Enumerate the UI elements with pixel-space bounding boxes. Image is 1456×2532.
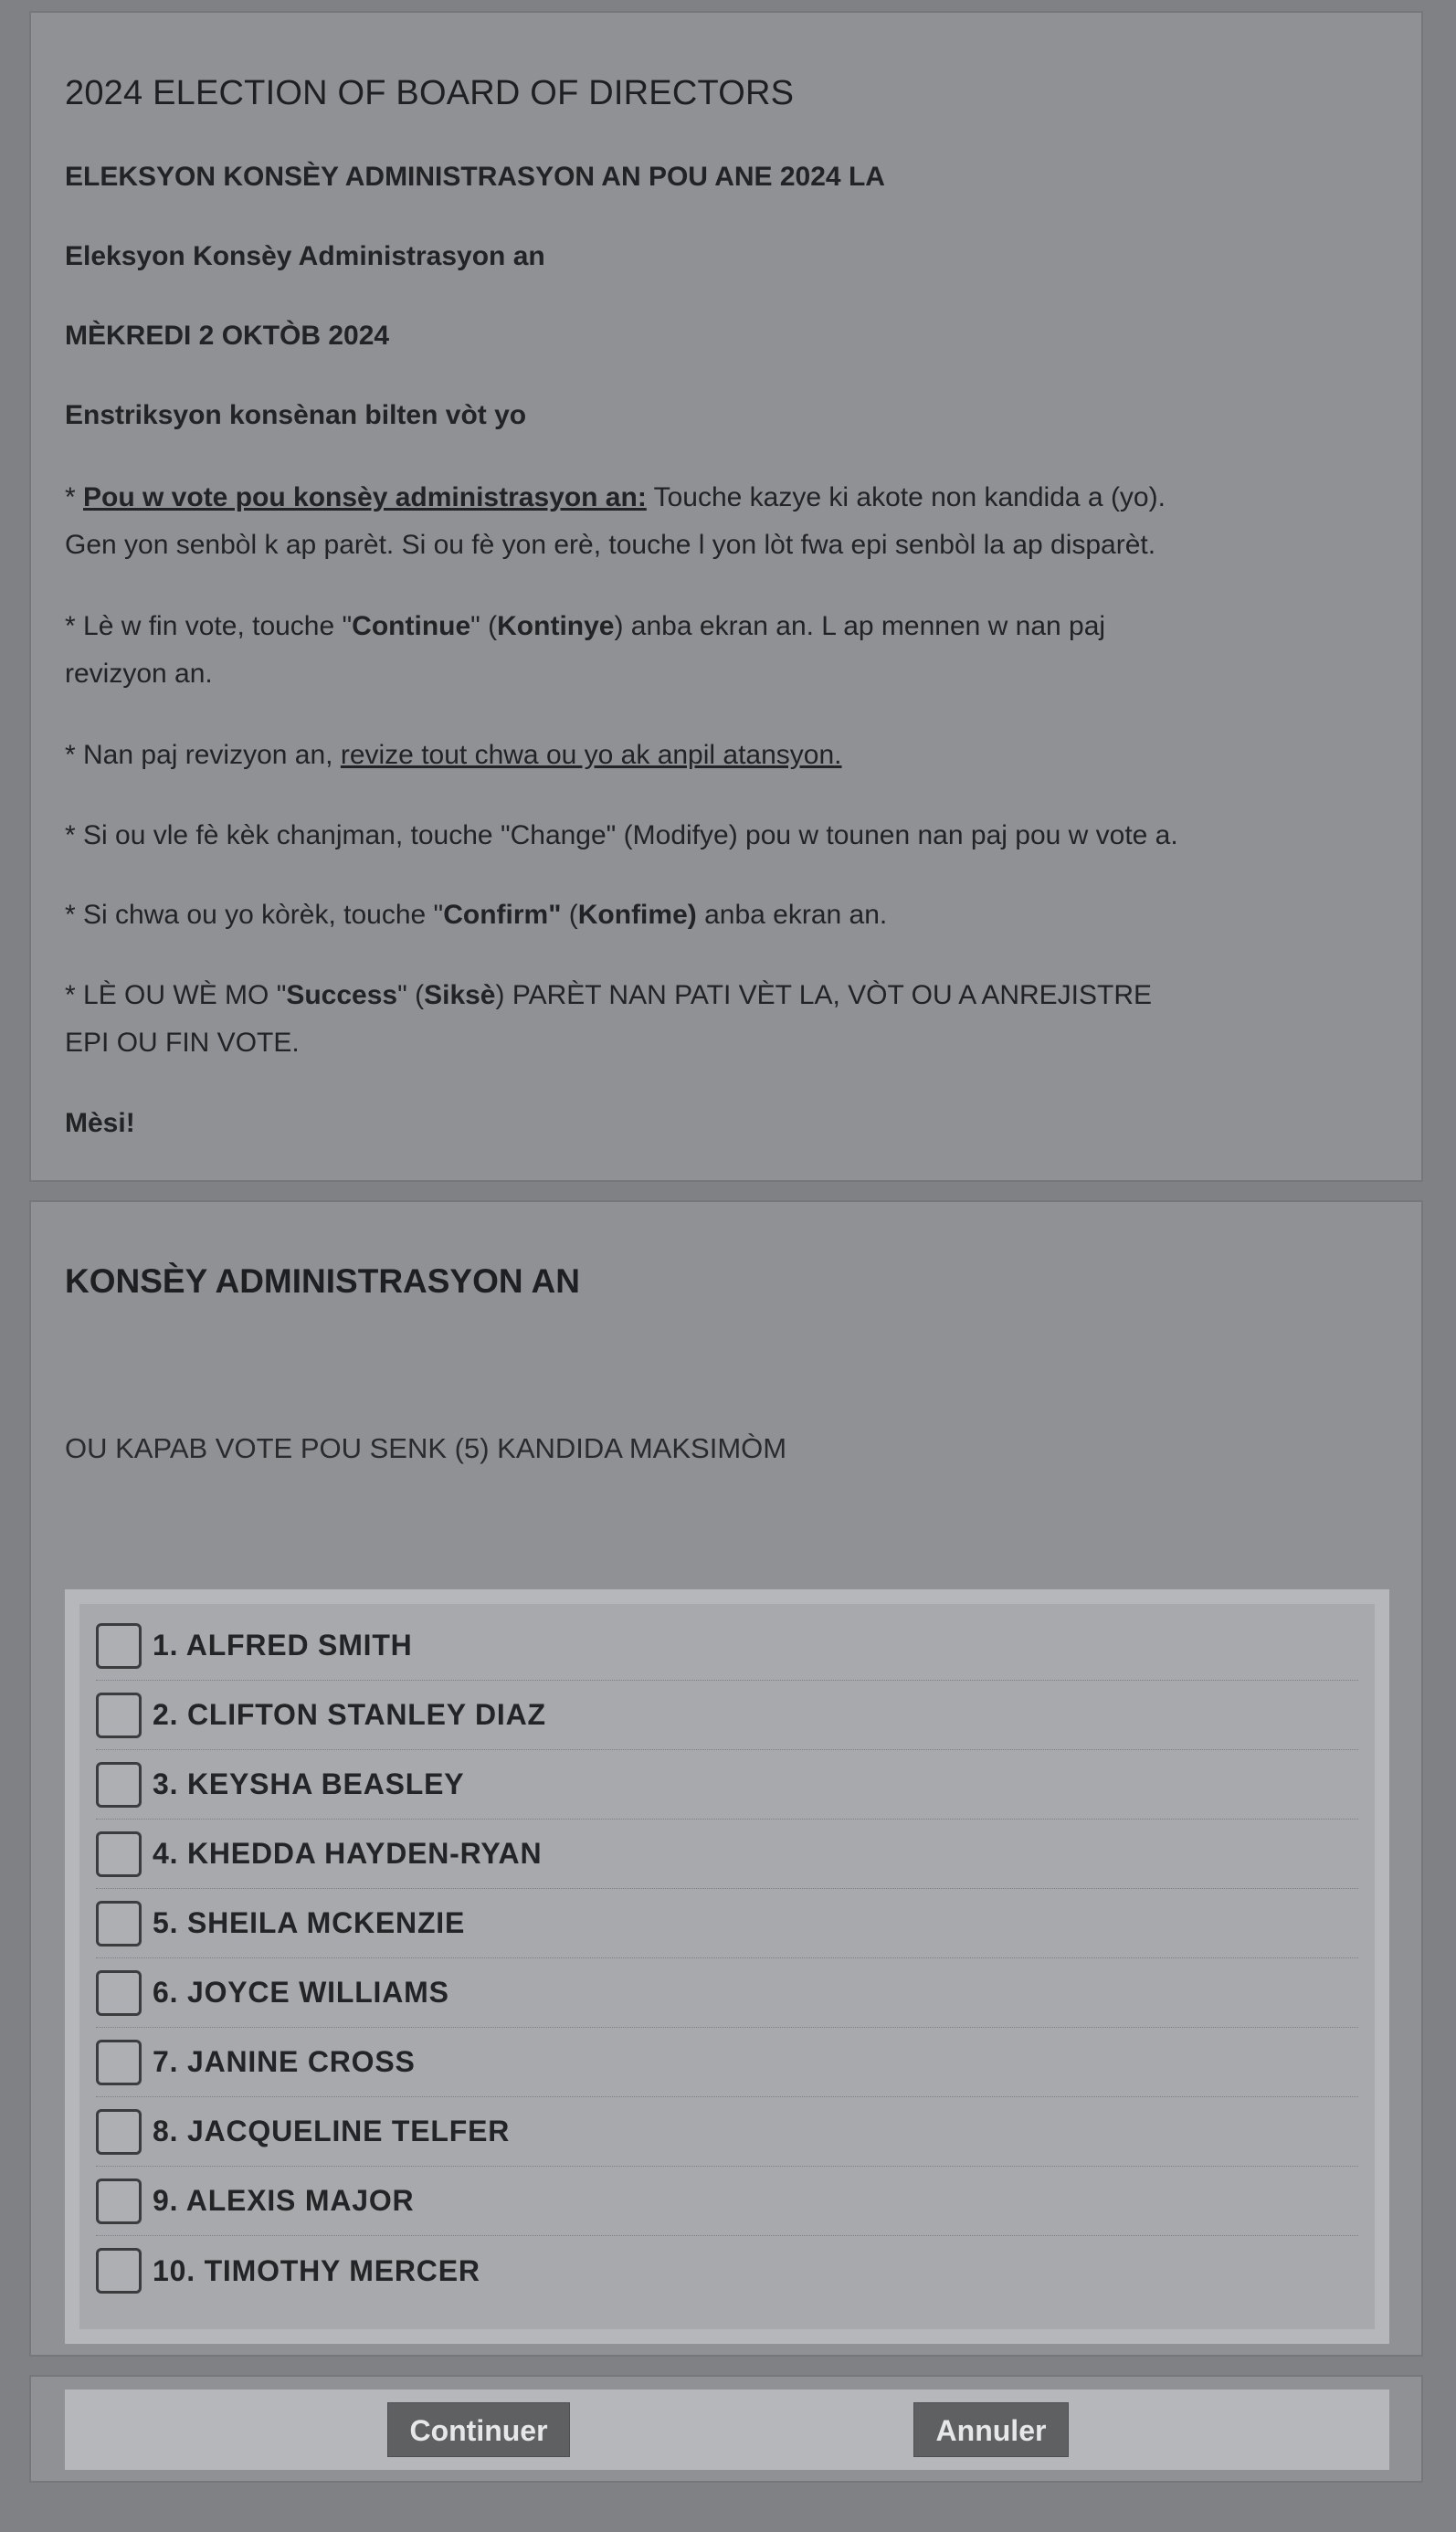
instruction-continue-line2: revizyon an. bbox=[65, 659, 213, 689]
actions-panel bbox=[29, 2375, 1423, 2483]
candidate-list-frame bbox=[65, 1589, 1389, 2344]
candidate-checkbox[interactable] bbox=[96, 2179, 142, 2224]
instruction-vote-line2: Gen yon senbòl k ap parèt. Si ou fè yon erè, touche l yon lòt fwa epi senbòl la ap disparèt. bbox=[65, 530, 1156, 560]
instruction-vote bbox=[65, 474, 1385, 522]
text-part: ) anba ekran an. L ap mennen w nan paj bbox=[614, 611, 1106, 641]
contest-title: KONSÈY ADMINISTRASYON AN bbox=[65, 1262, 580, 1300]
candidate-name[interactable]: 6. JOYCE WILLIAMS bbox=[153, 1976, 449, 2009]
instruction-vote-emphasis: Pou w vote pou konsèy administrasyon an: bbox=[83, 482, 647, 512]
candidate-row[interactable] bbox=[96, 1750, 1358, 1820]
text-part: ) PARÈT NAN PATI VÈT LA, VÒT OU A ANREJISTRE bbox=[495, 980, 1153, 1010]
instruction-confirm bbox=[65, 891, 1385, 939]
text-part: * Lè w fin vote, touche " bbox=[65, 611, 353, 641]
election-title: 2024 ELECTION OF BOARD OF DIRECTORS bbox=[65, 74, 795, 112]
candidate-checkbox[interactable] bbox=[96, 2040, 142, 2085]
action-bar bbox=[65, 2390, 1389, 2470]
instruction-change: * Si ou vle fè kèk chanjman, touche "Change" (Modifye) pou w tounen nan paj pou w vote a. bbox=[65, 820, 1178, 850]
candidate-name[interactable]: 7. JANINE CROSS bbox=[153, 2045, 416, 2078]
instructions-panel bbox=[29, 11, 1423, 1182]
candidate-name[interactable]: 5. SHEILA MCKENZIE bbox=[153, 1906, 466, 1939]
instructions-heading: Enstriksyon konsènan bilten vòt yo bbox=[65, 400, 527, 430]
candidate-checkbox[interactable] bbox=[96, 1831, 142, 1877]
candidate-row[interactable] bbox=[96, 2097, 1358, 2167]
candidate-name[interactable]: 1. ALFRED SMITH bbox=[153, 1629, 413, 1662]
text-part: " ( bbox=[397, 980, 425, 1010]
candidate-name[interactable]: 10. TIMOTHY MERCER bbox=[153, 2253, 480, 2287]
text-underlined: revize tout chwa ou yo ak anpil atansyon. bbox=[340, 740, 842, 770]
text-part: * LÈ OU WÈ MO " bbox=[65, 980, 287, 1010]
instruction-review bbox=[65, 732, 1385, 779]
election-subtitle: ELEKSYON KONSÈY ADMINISTRASYON AN POU ANE 2024 LA bbox=[65, 162, 885, 192]
candidate-name[interactable]: 9. ALEXIS MAJOR bbox=[153, 2184, 415, 2217]
candidate-checkbox[interactable] bbox=[96, 2248, 142, 2294]
instruction-success bbox=[65, 972, 1385, 1019]
election-name: Eleksyon Konsèy Administrasyon an bbox=[65, 241, 545, 271]
text-bold: Kontinye bbox=[497, 611, 615, 641]
ballot-panel bbox=[29, 1200, 1423, 2357]
election-date: MÈKREDI 2 OKTÒB 2024 bbox=[65, 321, 390, 351]
candidate-name[interactable]: 8. JACQUELINE TELFER bbox=[153, 2115, 511, 2147]
candidate-checkbox[interactable] bbox=[96, 1901, 142, 1946]
candidate-checkbox[interactable] bbox=[96, 1623, 142, 1669]
candidate-name[interactable]: 2. CLIFTON STANLEY DIAZ bbox=[153, 1698, 546, 1731]
candidate-name[interactable]: 3. KEYSHA BEASLEY bbox=[153, 1767, 465, 1800]
candidate-row[interactable] bbox=[96, 2236, 1358, 2305]
text-bold: Siksè bbox=[424, 980, 496, 1010]
text-part: * Si chwa ou yo kòrèk, touche " bbox=[65, 900, 444, 930]
bullet: * bbox=[65, 482, 84, 512]
text-bold: Continue bbox=[352, 611, 471, 641]
thanks-text: Mèsi! bbox=[65, 1108, 135, 1138]
instruction-continue bbox=[65, 603, 1385, 650]
text-bold: Confirm" bbox=[443, 900, 562, 930]
continue-button[interactable]: Continuer bbox=[387, 2402, 570, 2457]
candidate-row[interactable] bbox=[96, 1681, 1358, 1750]
text-part: ( bbox=[561, 900, 578, 930]
candidate-row[interactable] bbox=[96, 1889, 1358, 1958]
candidate-row[interactable] bbox=[96, 1958, 1358, 2028]
candidate-checkbox[interactable] bbox=[96, 1970, 142, 2016]
instruction-vote-text: Touche kazye ki akote non kandida a (yo). bbox=[646, 482, 1166, 512]
text-bold: Konfime) bbox=[577, 900, 697, 930]
candidate-checkbox[interactable] bbox=[96, 2109, 142, 2155]
text-bold: Success bbox=[286, 980, 398, 1010]
candidate-row[interactable] bbox=[96, 2028, 1358, 2097]
instruction-success-line2: EPI OU FIN VOTE. bbox=[65, 1028, 300, 1058]
text-part: anba ekran an. bbox=[696, 900, 888, 930]
candidate-row[interactable] bbox=[96, 1611, 1358, 1681]
candidate-row[interactable] bbox=[96, 1820, 1358, 1889]
vote-limit-text: OU KAPAB VOTE POU SENK (5) KANDIDA MAKSIMÒM bbox=[65, 1432, 787, 1464]
candidate-list bbox=[79, 1604, 1375, 2329]
text-part: " ( bbox=[470, 611, 498, 641]
candidate-checkbox[interactable] bbox=[96, 1762, 142, 1808]
text-part: * Nan paj revizyon an, bbox=[65, 740, 341, 770]
candidate-name[interactable]: 4. KHEDDA HAYDEN-RYAN bbox=[153, 1837, 543, 1870]
cancel-button[interactable]: Annuler bbox=[913, 2402, 1069, 2457]
candidate-checkbox[interactable] bbox=[96, 1693, 142, 1738]
candidate-row[interactable] bbox=[96, 2167, 1358, 2236]
